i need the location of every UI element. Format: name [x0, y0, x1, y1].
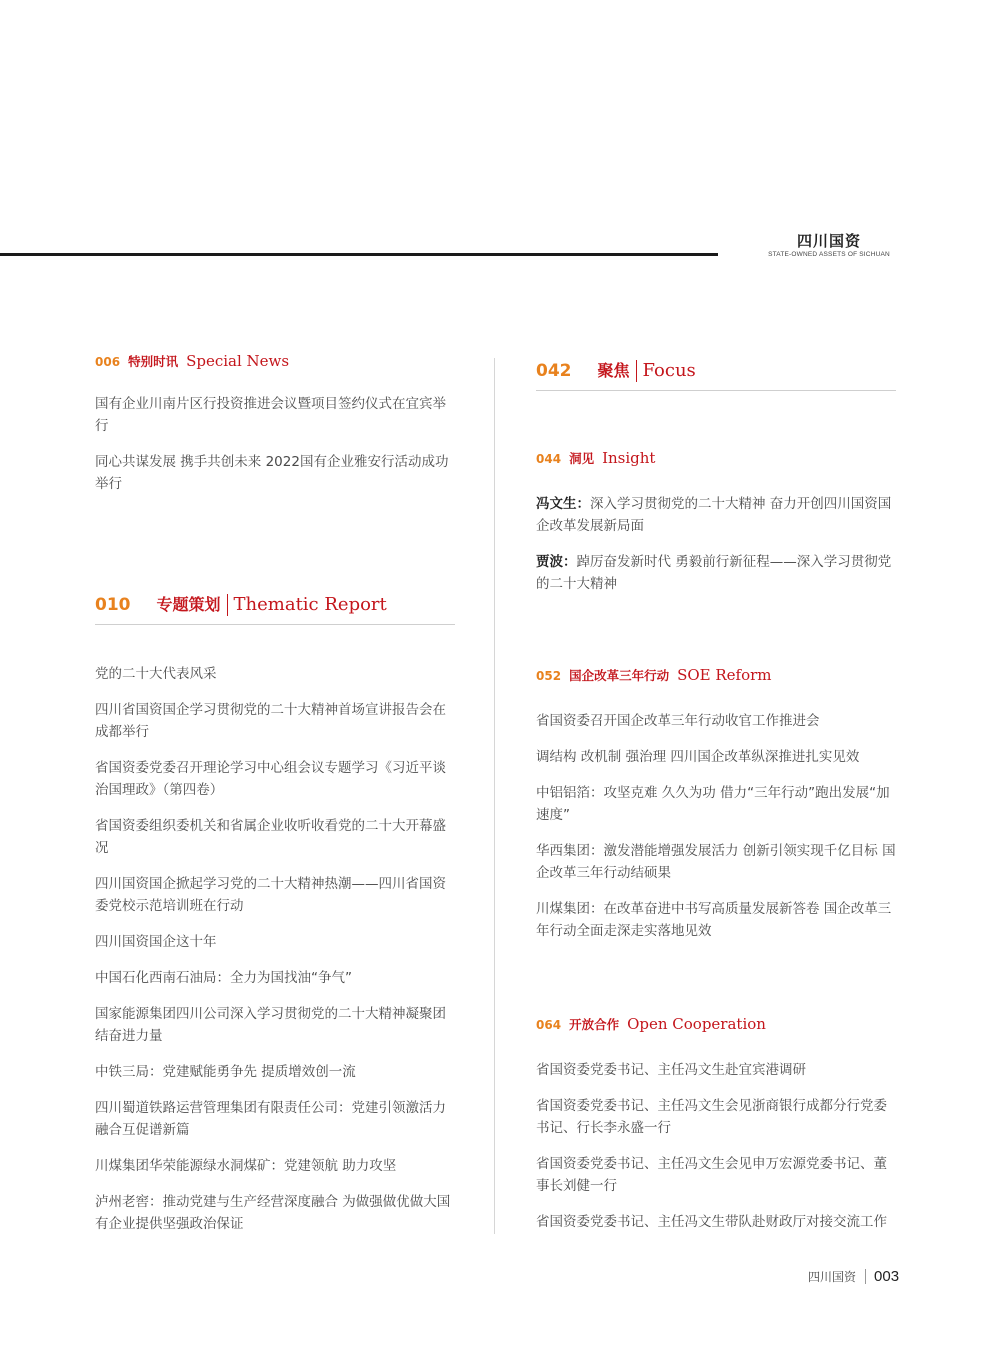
section-page-number: 064: [536, 1018, 562, 1032]
brand-title-en: STATE-OWNED ASSETS OF SICHUAN: [768, 251, 890, 258]
article-title: 深入学习贯彻党的二十大精神 奋力开创四川国资国企改革发展新局面: [536, 496, 892, 534]
article-item[interactable]: [536, 493, 896, 537]
section-title-cn: 特别时讯: [128, 354, 179, 369]
page-number: 003: [874, 1268, 900, 1285]
article-item[interactable]: 省国资委党委书记、主任冯文生带队赴财政厅对接交流工作: [536, 1214, 887, 1230]
article-item[interactable]: 省国资委党委书记、主任冯文生会见申万宏源党委书记、董事长刘健一行: [536, 1156, 887, 1194]
page-footer: [808, 1268, 899, 1285]
article-item[interactable]: 四川国资国企这十年: [95, 934, 217, 950]
article-list: [536, 493, 896, 595]
article-list: [95, 393, 455, 495]
article-item[interactable]: 中铁三局：党建赋能勇争先 提质增效创一流: [95, 1064, 356, 1080]
article-list: [95, 663, 455, 1235]
section-header: [536, 449, 896, 467]
article-item[interactable]: 省国资委党委书记、主任冯文生会见浙商银行成都分行党委书记、行长李永盛一行: [536, 1098, 887, 1136]
section-page-number: 010: [95, 595, 131, 615]
article-item[interactable]: 省国资委党委书记、主任冯文生赴宜宾港调研: [536, 1062, 806, 1078]
brand-logo: [768, 232, 890, 259]
header-rule: [0, 253, 718, 256]
section-title-en: SOE Reform: [677, 666, 772, 684]
section-title-en: Focus: [642, 360, 696, 381]
section-page-number: 044: [536, 452, 562, 466]
section-focus: [536, 360, 896, 391]
article-item[interactable]: 川煤集团：在改革奋进中书写高质量发展新答卷 国企改革三年行动全面走深走实落地见效: [536, 901, 892, 939]
article-item[interactable]: 国家能源集团四川公司深入学习贯彻党的二十大精神凝聚团结奋进力量: [95, 1006, 446, 1044]
section-soe-reform: [536, 666, 896, 956]
section-header: [95, 352, 455, 370]
section-title-cn: 洞见: [569, 451, 595, 466]
section-page-number: 052: [536, 669, 562, 683]
section-header: [95, 594, 455, 625]
article-author: 贾波：: [536, 554, 577, 570]
article-author: 冯文生：: [536, 496, 590, 512]
article-item[interactable]: 泸州老窖：推动党建与生产经营深度融合 为做强做优做大国有企业提供坚强政治保证: [95, 1194, 451, 1232]
section-thematic-report: [95, 594, 455, 1249]
section-special-news: [95, 352, 455, 509]
article-item[interactable]: 中铝铝箔：攻坚克难 久久为功 借力“三年行动”跑出发展“加速度”: [536, 785, 890, 823]
section-title-cn: 国企改革三年行动: [569, 668, 670, 683]
section-insight: [536, 449, 896, 609]
section-title-cn: 专题策划: [157, 594, 228, 616]
section-header: [536, 360, 896, 391]
section-page-number: 042: [536, 361, 572, 381]
section-title-en: Open Cooperation: [627, 1015, 766, 1033]
article-list: [536, 1059, 896, 1233]
section-open-cooperation: [536, 1015, 896, 1247]
article-item[interactable]: [536, 551, 896, 595]
section-page-number: 006: [95, 355, 121, 369]
article-item[interactable]: 同心共谋发展 携手共创未来 2022国有企业雅安行活动成功举行: [95, 454, 449, 492]
article-item[interactable]: 四川蜀道铁路运营管理集团有限责任公司：党建引领激活力 融合互促谱新篇: [95, 1100, 446, 1138]
section-title-en: Insight: [602, 449, 656, 467]
section-header: [536, 1015, 896, 1033]
section-header: [536, 666, 896, 684]
article-item[interactable]: 省国资委召开国企改革三年行动收官工作推进会: [536, 713, 820, 729]
article-item[interactable]: 四川省国资国企学习贯彻党的二十大精神首场宣讲报告会在成都举行: [95, 702, 446, 740]
article-item[interactable]: 省国资委组织委机关和省属企业收听收看党的二十大开幕盛况: [95, 818, 446, 856]
article-item[interactable]: 国有企业川南片区行投资推进会议暨项目签约仪式在宜宾举行: [95, 396, 446, 434]
article-item[interactable]: 省国资委党委召开理论学习中心组会议专题学习《习近平谈治国理政》（第四卷）: [95, 760, 446, 798]
section-title-en: Thematic Report: [233, 594, 387, 615]
article-item[interactable]: 四川国资国企掀起学习党的二十大精神热潮——四川省国资委党校示范培训班在行动: [95, 876, 446, 914]
article-item[interactable]: 调结构 改机制 强治理 四川国企改革纵深推进扎实见效: [536, 749, 860, 765]
footer-separator: [865, 1269, 866, 1284]
article-item[interactable]: 川煤集团华荣能源绿水洞煤矿：党建领航 助力攻坚: [95, 1158, 397, 1174]
article-list: [536, 710, 896, 942]
footer-magazine-name: 四川国资: [808, 1270, 857, 1284]
brand-title-cn: 四川国资: [796, 232, 861, 250]
article-item[interactable]: 华西集团：激发潜能增强发展活力 创新引领实现千亿目标 国企改革三年行动结硕果: [536, 843, 896, 881]
article-item[interactable]: 中国石化西南石油局：全力为国找油“争气”: [95, 970, 352, 986]
section-title-cn: 开放合作: [569, 1017, 620, 1032]
article-title: 踔厉奋发新时代 勇毅前行新征程——深入学习贯彻党的二十大精神: [536, 554, 892, 592]
section-title-en: Special News: [186, 352, 290, 370]
article-item[interactable]: 党的二十大代表风采: [95, 666, 217, 682]
column-divider: [494, 358, 495, 1234]
section-title-cn: 聚焦: [598, 360, 637, 382]
